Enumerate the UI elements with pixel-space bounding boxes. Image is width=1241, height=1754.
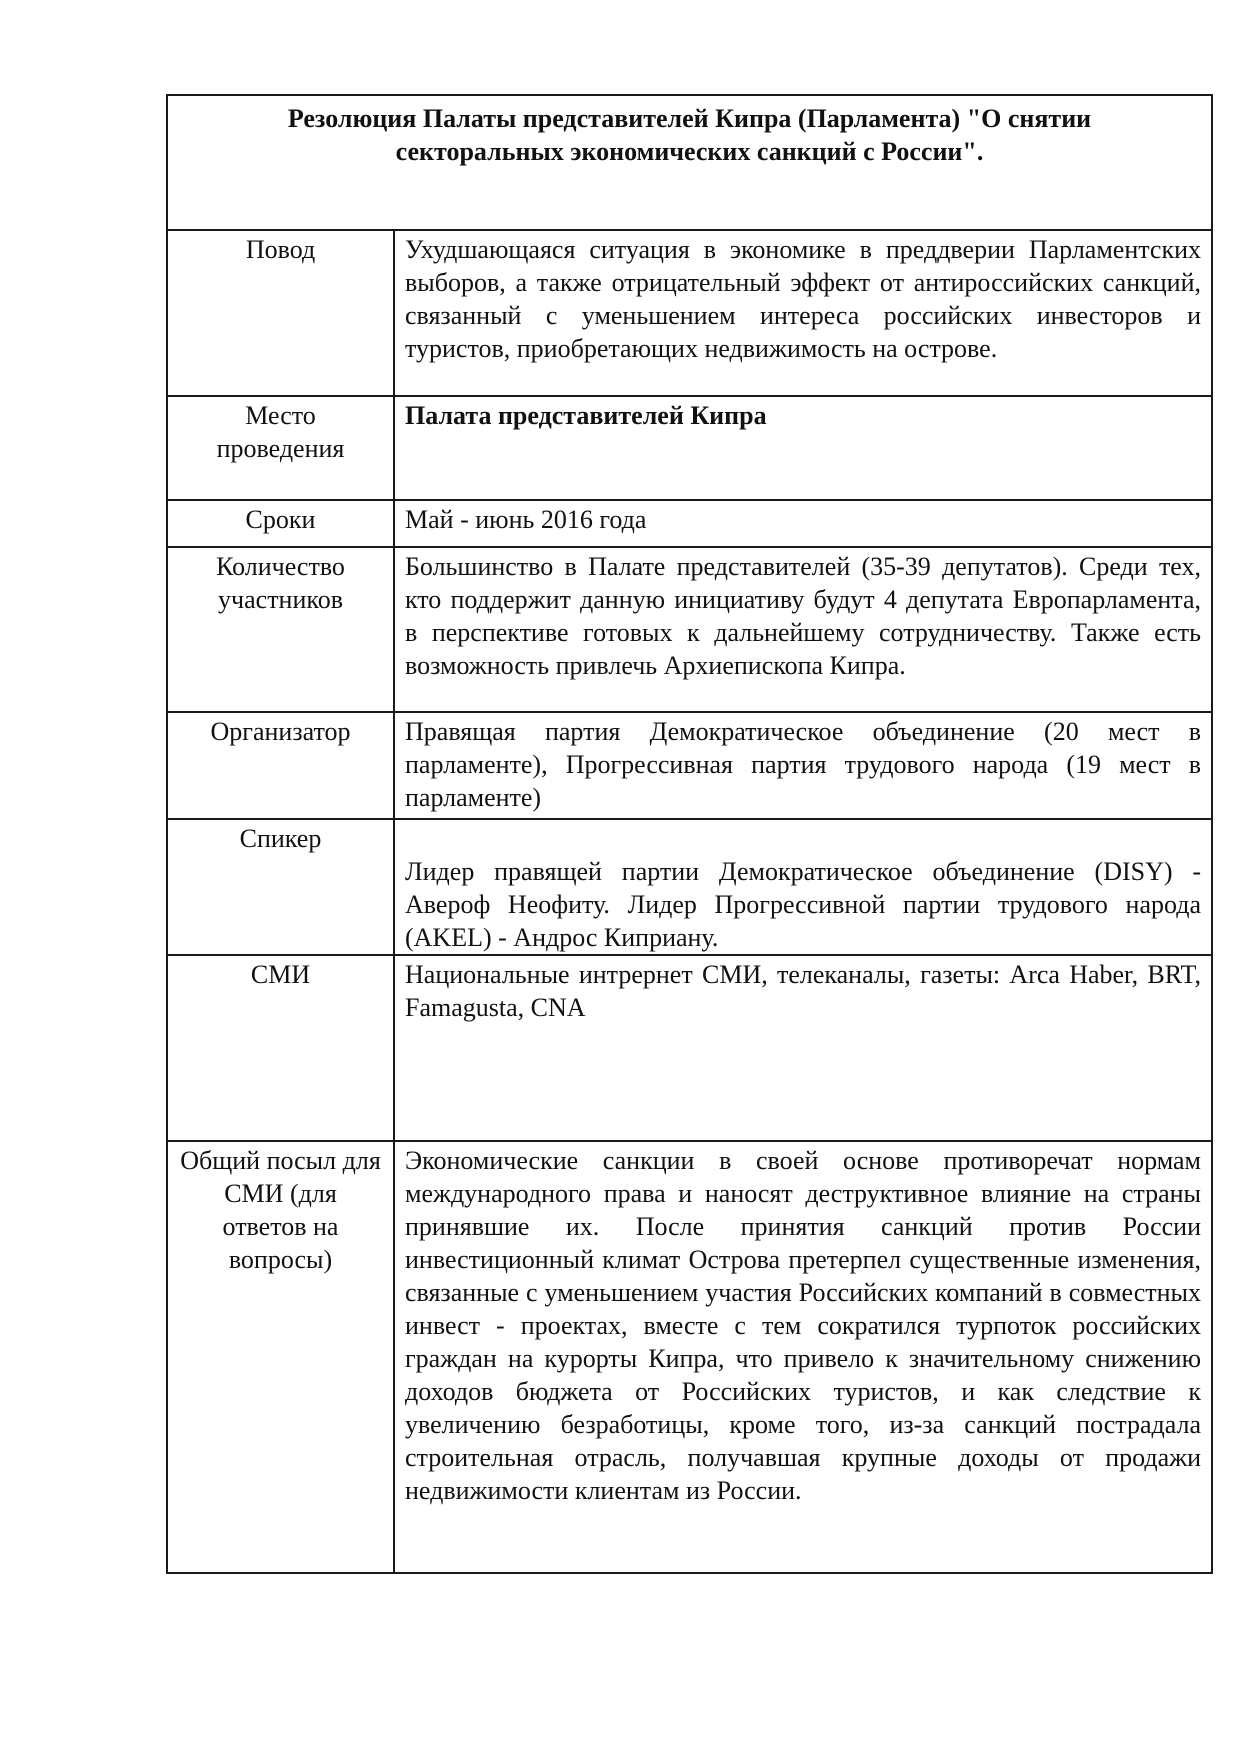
row-value: Палата представителей Кипра bbox=[394, 396, 1212, 500]
row-label: Спикер bbox=[167, 819, 394, 955]
title-line-1: Резолюция Палаты представителей Кипра (Парламента) "О снятии bbox=[287, 104, 1092, 133]
row-value: Национальные интрернет СМИ, телеканалы, газеты: Arca Haber, BRT, Famagusta, CNA bbox=[394, 955, 1212, 1141]
table-row-speaker bbox=[167, 819, 1212, 955]
row-label: Организатор bbox=[167, 712, 394, 819]
table-row-venue bbox=[167, 396, 1212, 500]
row-value: Экономические санкции в своей основе противоречат нормам международного права и наносят деструктивное влияние на страны принявшие их. После принятия санкций против России инвестиционный климат Острова претерпел существенные изменения, связанные с уменьшением участия Российских компаний в совместных инвест - проектах, вместе с тем сократился турпоток российских граждан на курорты Кипра, что привело к значительному снижению доходов бюджета от Российских туристов, и как следствие к увеличению безработицы, кроме того, из-за санкций пострадала строительная отрасль, получавшая крупные доходы от продажи недвижимости клиентам из России. bbox=[394, 1141, 1212, 1573]
table-row-message bbox=[167, 1141, 1212, 1573]
row-label: Количество участников bbox=[167, 547, 394, 712]
table-row-dates bbox=[167, 500, 1212, 547]
table-row-participants bbox=[167, 547, 1212, 712]
table-row-media bbox=[167, 955, 1212, 1141]
table-row-organizer bbox=[167, 712, 1212, 819]
document-title bbox=[167, 95, 1212, 230]
row-value: Большинство в Палате представителей (35-39 депутатов). Среди тех, кто поддержит данную инициативу будут 4 депутата Европарламента, в перспективе готовых к дальнейшему сотрудничеству. Также есть возможность привлечь Архиепископа Кипра. bbox=[394, 547, 1212, 712]
resolution-table bbox=[166, 94, 1213, 1574]
row-label: Место проведения bbox=[167, 396, 394, 500]
row-label: Повод bbox=[167, 230, 394, 396]
row-label: Сроки bbox=[167, 500, 394, 547]
row-value: Ухудшающаяся ситуация в экономике в преддверии Парламентских выборов, а также отрицательный эффект от антироссийских санкций, связанный с уменьшением интереса российских инвесторов и туристов, приобретающих недвижимость на острове. bbox=[394, 230, 1212, 396]
row-value: Правящая партия Демократическое объединение (20 мест в парламенте), Прогрессивная партия трудового народа (19 мест в парламенте) bbox=[394, 712, 1212, 819]
row-value: Лидер правящей партии Демократическое объединение (DISY) - Авероф Неофиту. Лидер Прогрессивной партии трудового народа (AKEL) - Андрос Киприану. bbox=[394, 819, 1212, 955]
table-row-reason bbox=[167, 230, 1212, 396]
title-row bbox=[167, 95, 1212, 230]
row-value: Май - июнь 2016 года bbox=[394, 500, 1212, 547]
title-line-2: секторальных экономических санкций с России". bbox=[395, 137, 984, 166]
row-label: Общий посыл для СМИ (для ответов на вопросы) bbox=[167, 1141, 394, 1573]
row-label: СМИ bbox=[167, 955, 394, 1141]
